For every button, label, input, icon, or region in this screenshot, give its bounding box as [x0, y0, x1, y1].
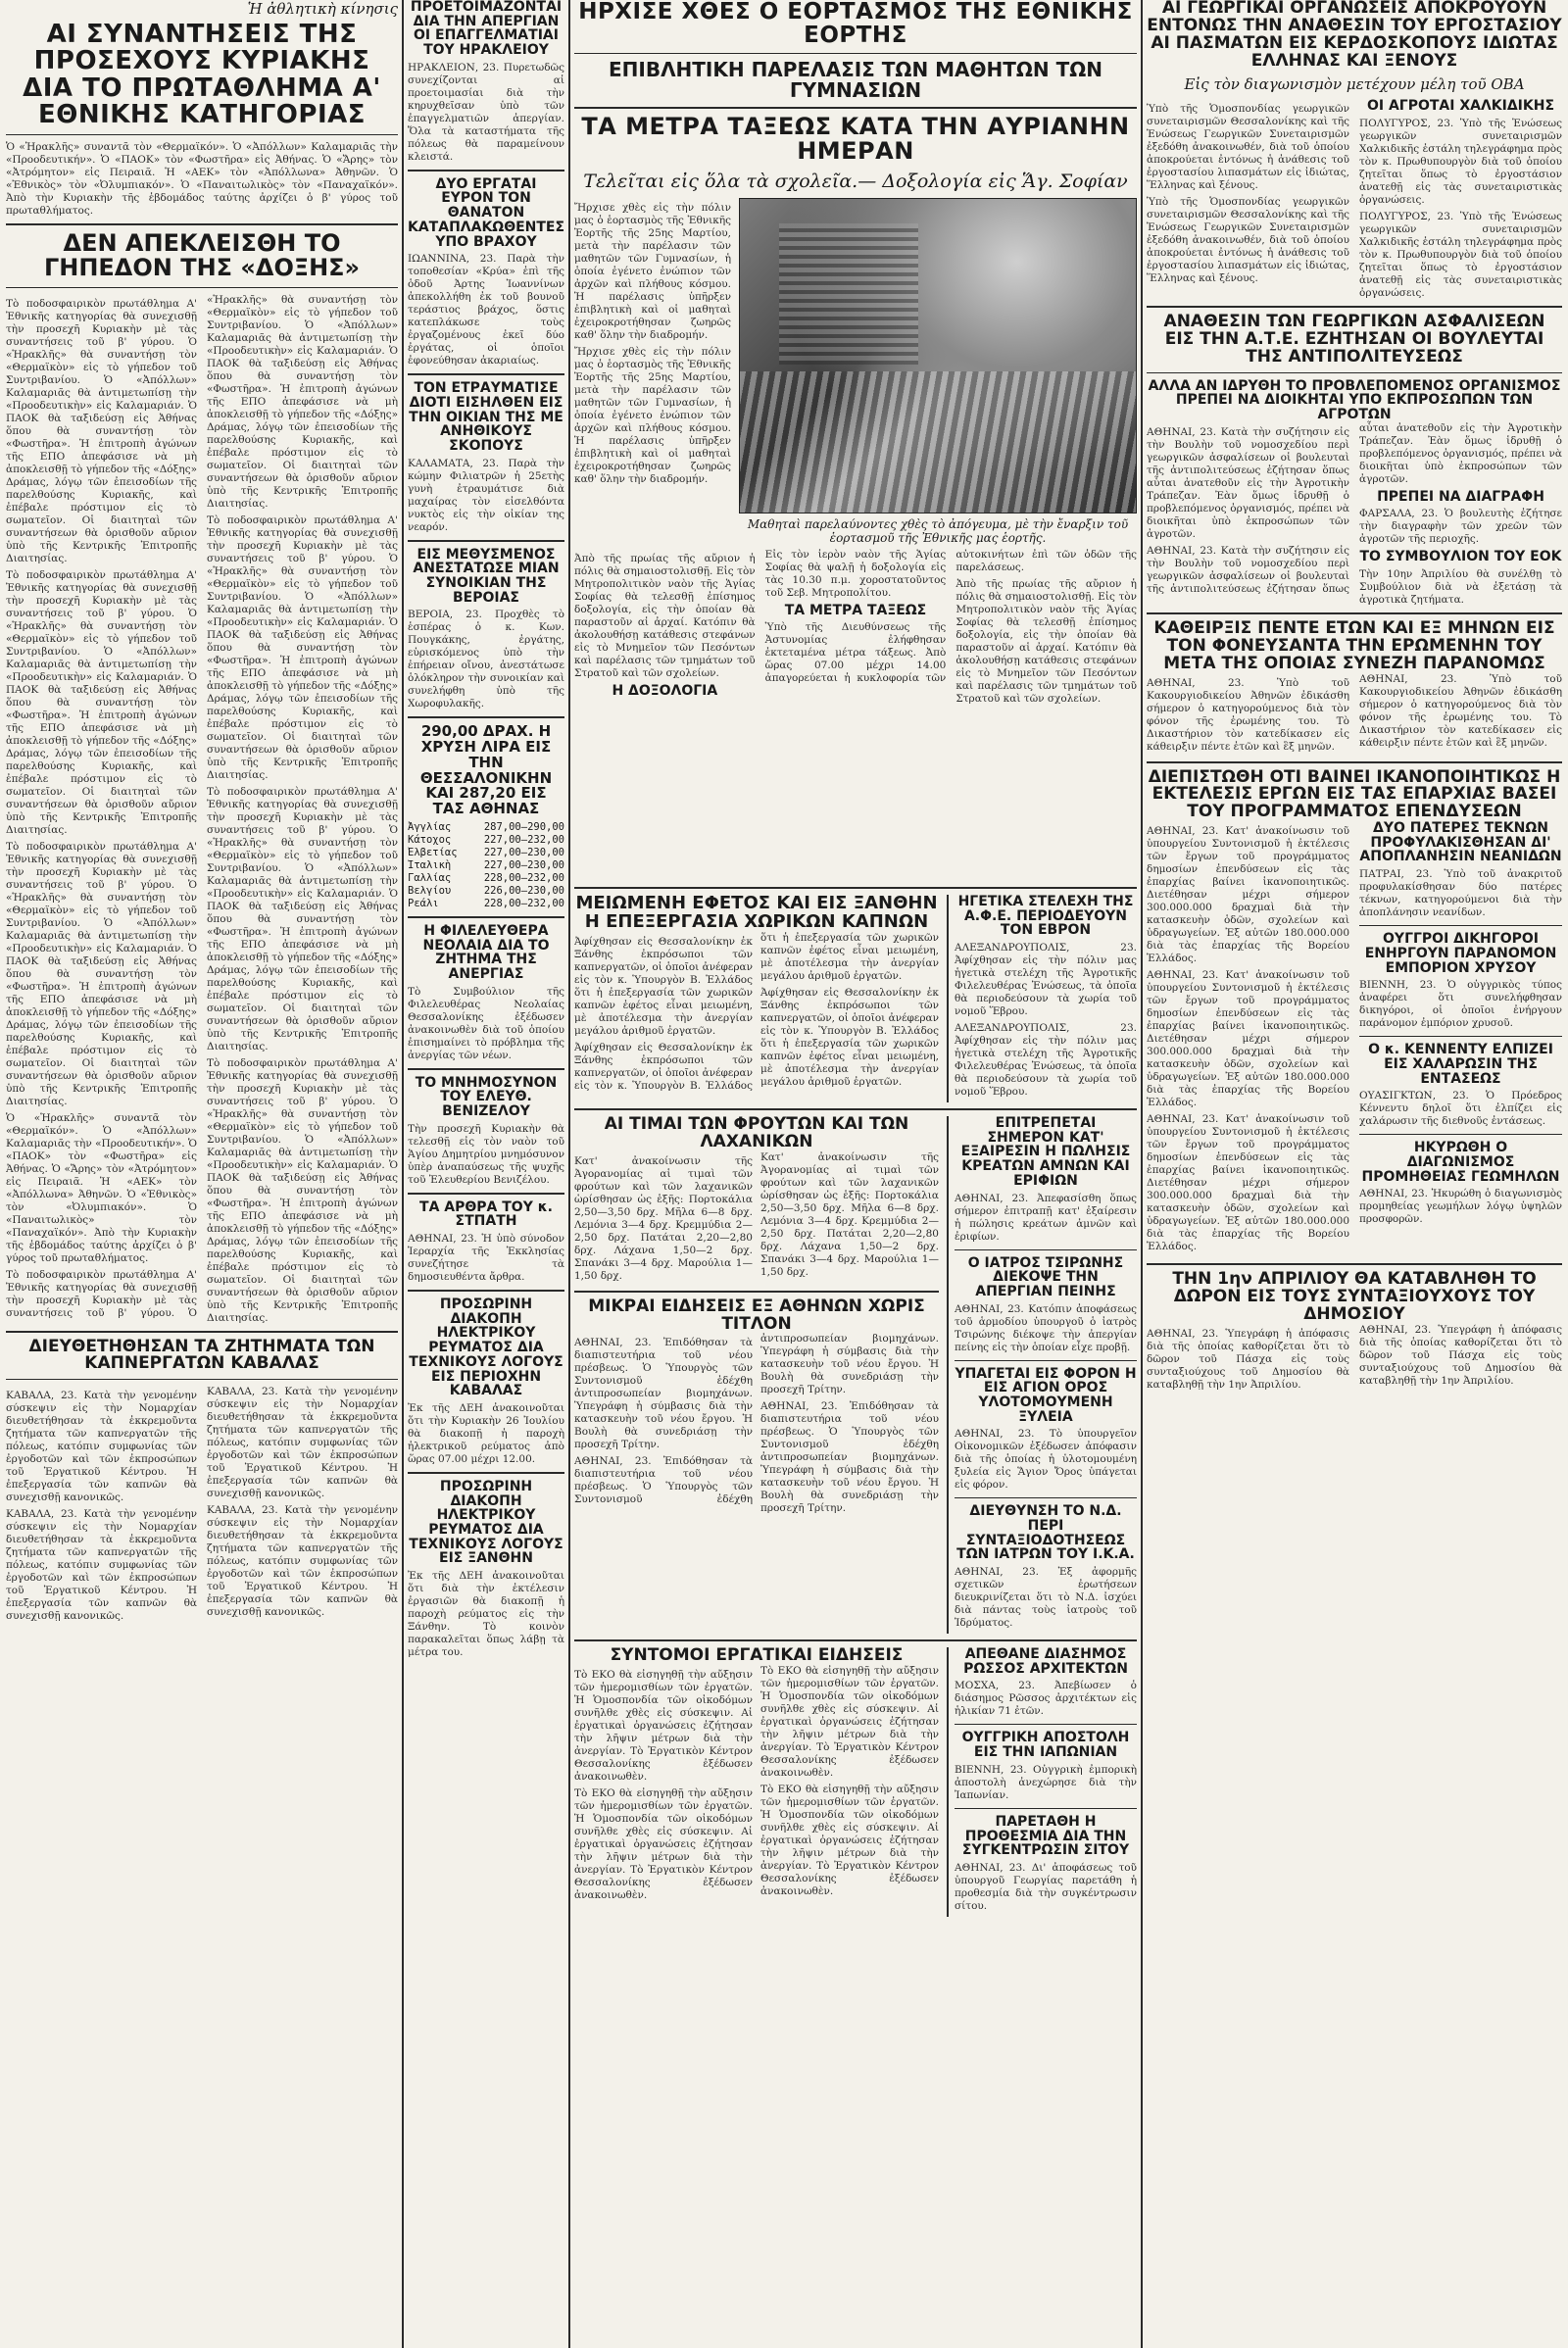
- hungarian-mission-headline: ΟΥΓΓΡΙΚΗ ΑΠΟΣΤΟΛΗ ΕΙΣ ΤΗΝ ΙΑΠΩΝΙΑΝ: [961, 1730, 1130, 1761]
- divider: [1147, 612, 1562, 614]
- labour-news-block: [574, 1647, 939, 1917]
- pension-body: ΑΘΗΝΑΙ, 23. Ὑπεγράφη ἡ ἀπόφασις διὰ τῆς ὁποίας καθορίζεται ὅτι τὸ δῶρον τοῦ Πάσχα εἰς τοὺς συνταξιούχους τοῦ Δημοσίου θὰ καταβληθῇ τὴν 1ην Ἀπριλίου.: [1147, 1327, 1349, 1391]
- news-column-2: [408, 0, 564, 2348]
- lamb-sales-headline: ΕΠΙΤΡΕΠΕΤΑΙ ΣΗΜΕΡΟΝ ΚΑΤ' ΕΞΑΙΡΕΣΙΝ Η ΠΩΛΗΣΙΣ ΚΡΕΑΤΩΝ ΑΜΝΩΝ ΚΑΙ ΕΡΙΦΙΩΝ: [960, 1115, 1131, 1189]
- athens-briefs-columns: [574, 1333, 939, 1515]
- gold-price-table: [408, 821, 564, 910]
- kavala-headline: ΔΙΕΥΘΕΤΗΘΗΣΑΝ ΤΑ ΖΗΤΗΜΑΤΑ ΤΩΝ ΚΑΠΝΕΡΓΑΤΩΝ ΚΑΒΑΛΑΣ: [28, 1336, 375, 1374]
- murder-body: ΑΘΗΝΑΙ, 23. Ὑπὸ τοῦ Κακουργιοδικείου Ἀθηνῶν ἐδικάσθη σήμερον ὁ κατηγορούμενος διὰ τὸν φόνον τῆς ἐρωμένης του. Τὸ Δικαστήριον τὸν κατεδίκασεν εἰς κάθειρξιν πέντε ἐτῶν καὶ ἓξ μηνῶν.: [1147, 676, 1349, 753]
- order-measures-headline: ΤΑ ΜΕΤΡΑ ΤΑΞΕΩΣ ΚΑΤΑ ΤΗΝ ΑΥΡΙΑΝΗΝ ΗΜΕΡΑΝ: [581, 113, 1130, 166]
- labour-news-body-repeat-3: Τὸ ΕΚΟ θὰ εἰσηγηθῇ τὴν αὔξησιν τῶν ἡμερομισθίων τῶν ἐργατῶν. Ἡ Ὁμοσπονδία τῶν οἰκοδόμων συνῆλθε χθὲς εἰς σύσκεψιν. Αἱ ἐργατικαὶ ὀργανώσεις ἐζήτησαν τὴν λῆψιν μέτρων διὰ τὴν ἀνεργίαν. Τὸ Ἐργατικὸν Κέντρον Θεσσαλονίκης ἐξέδωσεν ἀνακοινωθὲν.: [760, 1783, 939, 1897]
- prices-columns: [574, 1151, 939, 1285]
- power-cut-xanthi-body: Ἐκ τῆς ΔΕΗ ἀνακοινοῦται ὅτι διὰ τὴν ἐκτέλεσιν ἐργασιῶν θὰ διακοπῇ ἡ παροχὴ ρεύματος εἰς τὴν Ξάνθην. Τὸ κοινὸν παρακαλεῖται ὅπως λάβῃ τὰ μέτρα του.: [408, 1570, 564, 1658]
- divider: [955, 1497, 1137, 1498]
- middle-lower-block: [574, 887, 1137, 2348]
- sports-body: Τὸ ποδοσφαιρικὸν πρωτάθλημα Α' Ἐθνικῆς κατηγορίας θὰ συνεχισθῇ τὴν προσεχῆ Κυριακὴν μὲ τὰς συναντήσεις τοῦ β' γύρου. Ὁ «Ἡρακλῆς» θὰ συναντήσῃ τὸν «Θερμαϊκὸν» εἰς τὸ γήπεδον τοῦ Συντριβανίου. Ὁ «Ἀπόλλων» Καλαμαριᾶς θὰ ἀντιμετωπίσῃ τὴν «Προοδευτικὴν» εἰς Καλαμαριάν. Ὁ ΠΑΟΚ θὰ ταξιδεύσῃ εἰς Ἀθήνας ὅπου θὰ συναντήσῃ τὸν «Φωστῆρα». Ἡ ἐπιτροπὴ ἀγώνων τῆς ΕΠΟ ἀπεφάσισε νὰ μὴ ἀποκλεισθῇ τὸ γήπεδον τῆς «Δόξης» Δράμας, λόγῳ τῶν ἐπεισοδίων τῆς παρελθούσης Κυριακῆς, καὶ ἐπέβαλε πρόστιμον εἰς τὸ σωματεῖον. Οἱ διαιτηταὶ τῶν συναντήσεων θὰ ὁρισθοῦν αὔριον ὑπὸ τῆς Κεντρικῆς Ἐπιτροπῆς Διαιτησίας.: [6, 297, 197, 564]
- afe-headline: ΗΓΕΤΙΚΑ ΣΤΕΛΕΧΗ ΤΗΣ Α.Φ.Ε. ΠΕΡΙΟΔΕΥΟΥΝ ΤΟΝ ΕΒΡΟΝ: [957, 894, 1134, 939]
- architect-died-headline: ΑΠΕΘΑΝΕ ΔΙΑΣΗΜΟΣ ΡΩΣΣΟΣ ΑΡΧΙΤΕΚΤΩΝ: [963, 1646, 1128, 1677]
- gold-coin-price: 228,00—232,00: [483, 871, 564, 884]
- gold-coin-price: 227,00—232,00: [483, 833, 564, 846]
- gold-coin-name: Βελγίου: [408, 884, 452, 897]
- investment-content: [1147, 821, 1562, 1257]
- divider: [574, 53, 1137, 54]
- divider: [408, 916, 564, 918]
- produce-prices-body-repeat: Κατ' ἀνακοίνωσιν τῆς Ἀγορανομίας αἱ τιμαὶ τῶν φρούτων καὶ τῶν λαχανικῶν ὡρίσθησαν ὡς ἑξῆς: Πορτοκάλια 2,50—3,50 δρχ. Μῆλα 6—8 δρχ. Λεμόνια 3—4 δρχ. Κρεμμύδια 2—2,50 δρχ. Πατάται 2,20—2,80 δρχ. Λάχανα 1,50—2 δρχ. Σπανάκι 3—4 δρχ. Μαρούλια 1—1,50 δρχ.: [760, 1150, 939, 1278]
- feature-body: Ἀπὸ τῆς πρωίας τῆς αὔριον ἡ πόλις θὰ σημαιοστολισθῇ. Εἰς τὸν Μητροπολιτικὸν ναὸν τῆς Ἁγίας Σοφίας θὰ τελεσθῇ ἐπίσημος δοξολογία, εἰς τὴν ὁποίαν θὰ παραστοῦν αἱ ἀρχαί. Κατόπιν θὰ ἀκολουθήσῃ κατάθεσις στεφάνων εἰς τὸ Μνημεῖον τῶν Πεσόντων καὶ παρέλασις τῶν τμημάτων τοῦ Στρατοῦ καὶ τῶν σχολείων.: [574, 552, 756, 679]
- council-body: Τὴν 10ην Ἀπριλίου θὰ συνέλθῃ τὸ Συμβούλιον διὰ νὰ ἐξετάσῃ τὰ ἀγροτικὰ ζητήματα.: [1359, 568, 1562, 607]
- labour-news-headline: ΣΥΝΤΟΜΟΙ ΕΡΓΑΤΙΚΑΙ ΕΙΔΗΣΕΙΣ: [610, 1645, 904, 1666]
- sports-body-repeat-5: Τὸ ποδοσφαιρικὸν πρωτάθλημα Α' Ἐθνικῆς κατηγορίας θὰ συνεχισθῇ τὴν προσεχῆ Κυριακὴν μὲ τὰς συναντήσεις τοῦ β' γύρου. Ὁ «Ἡρακλῆς» θὰ συναντήσῃ τὸν «Θερμαϊκὸν» εἰς τὸ γήπεδον τοῦ Συντριβανίου. Ὁ «Ἀπόλλων» Καλαμαριᾶς θὰ ἀντιμετωπίσῃ τὴν «Προοδευτικὴν» εἰς Καλαμαριάν. Ὁ ΠΑΟΚ θὰ ταξιδεύσῃ εἰς Ἀθήνας ὅπου θὰ συναντήσῃ τὸν «Φωστῆρα». Ἡ ἐπιτροπὴ ἀγώνων τῆς ΕΠΟ ἀπεφάσισε νὰ μὴ ἀποκλεισθῇ τὸ γήπεδον τῆς «Δόξης» Δράμας, λόγῳ τῶν ἐπεισοδίων τῆς παρελθούσης Κυριακῆς, καὶ ἐπέβαλε πρόστιμον εἰς τὸ σωματεῖον. Οἱ διαιτηταὶ τῶν συναντήσεων θὰ ὁρισθοῦν αὔριον ὑπὸ τῆς Κεντρικῆς Ἐπιτροπῆς Διαιτησίας.: [207, 785, 398, 1052]
- write-off-headline: ΠΡΕΠΕΙ ΝΑ ΔΙΑΓΡΑΦΗ: [1377, 488, 1544, 505]
- gold-trade-headline: ΟΥΓΓΡΟΙ ΔΙΚΗΓΟΡΟΙ ΕΝΗΡΓΟΥΝ ΠΑΡΑΝΟΜΟΝ ΕΜΠΟΡΙΟΝ ΧΡΥΣΟΥ: [1364, 931, 1557, 976]
- insurance-body: ΑΘΗΝΑΙ, 23. Κατὰ τὴν συζήτησιν εἰς τὴν Βουλὴν τοῦ νομοσχεδίου περὶ γεωργικῶν ἀσφαλίσεων οἱ βουλευταὶ τῆς ἀντιπολιτεύσεως ἐζήτησαν ὅπως αὗται ἀνατεθοῦν εἰς τὴν Ἀγροτικὴν Τράπεζαν. Ἐὰν ὅμως ἱδρυθῇ ὁ προβλεπόμενος ὀργανισμός, πρέπει νὰ διοικῆται ὑπὸ ἐκπροσώπων τῶν ἀγροτῶν.: [1147, 425, 1349, 540]
- parade-headline: ΕΠΙΒΛΗΤΙΚΗ ΠΑΡΕΛΑΣΙΣ ΤΩΝ ΜΑΘΗΤΩΝ ΤΩΝ ΓΥΜΝΑΣΙΩΝ: [608, 58, 1102, 103]
- athens-briefs-body-repeat-2: ΑΘΗΝΑΙ, 23. Ἐπιδόθησαν τὰ διαπιστευτήρια τοῦ νέου πρέσβεως. Ὁ Ὑπουργὸς τῶν Συντονισμοῦ ἐδέχθη ἀντιπροσωπείαν βιομηχάνων. Ὑπεγράφη ἡ σύμβασις διὰ τὴν κατασκευὴν τοῦ νέου ἔργου. Ἡ Βουλὴ θὰ συνεδριάσῃ τὴν προσεχῆ Τρίτην.: [760, 1400, 939, 1515]
- produce-prices-headline: ΑΙ ΤΙΜΑΙ ΤΩΝ ΦΡΟΥΤΩΝ ΚΑΙ ΤΩΝ ΛΑΧΑΝΙΚΩΝ: [604, 1114, 909, 1151]
- feature-block: [574, 0, 1137, 882]
- drunk-man-body: ΒΕΡΟΙΑ, 23. Προχθὲς τὸ ἑσπέρας ὁ κ. Κων. Πουγκάκης, ἐργάτης, εὑρισκόμενος ὑπὸ τὴν ἐπήρειαν οἴνου, ἀνεστάτωσε ὁλόκληρον τὴν συνοικίαν καὶ συνελήφθη ὑπὸ τῆς Χωροφυλακῆς.: [408, 609, 564, 710]
- divider: [408, 373, 564, 375]
- gold-coin-name: Γαλλίας: [408, 871, 452, 884]
- gold-coin-name: Ἑλβετίας: [408, 846, 458, 858]
- drunk-man-headline: ΕΙΣ ΜΕΘΥΣΜΕΝΟΣ ΑΝΕΣΤΑΤΩΣΕ ΜΙΑΝ ΣΥΝΟΙΚΙΑΝ ΤΗΣ ΒΕΡΟΙΑΣ: [413, 546, 560, 606]
- parade-photo: [739, 198, 1137, 514]
- memorial-headline: ΤΟ ΜΝΗΜΟΣΥΝΟΝ ΤΟΥ ΕΛΕΥΘ. ΒΕΝΙΖΕΛΟΥ: [415, 1074, 558, 1119]
- divider: [6, 287, 398, 288]
- chalkidiki-body-repeat: ΠΟΛΥΓΥΡΟΣ, 23. Ὑπὸ τῆς Ἑνώσεως γεωργικῶν συνεταιρισμῶν Χαλκιδικῆς ἐστάλη τηλεγράφημα πρὸς τὸν κ. Πρωθυπουργὸν διὰ τοῦ ὁποίου ζητεῖται ὅπως τὸ ἐργοστάσιον ἀνατεθῇ εἰς τὰς συνεταιριστικὰς ὀργανώσεις.: [1359, 211, 1562, 300]
- doxology-headline: Η ΔΟΞΟΛΟΓΙΑ: [612, 682, 718, 699]
- sports-body-repeat: Τὸ ποδοσφαιρικὸν πρωτάθλημα Α' Ἐθνικῆς κατηγορίας θὰ συνεχισθῇ τὴν προσεχῆ Κυριακὴν μὲ τὰς συναντήσεις τοῦ β' γύρου. Ὁ «Ἡρακλῆς» θὰ συναντήσῃ τὸν «Θερμαϊκὸν» εἰς τὸ γήπεδον τοῦ Συντριβανίου. Ὁ «Ἀπόλλων» Καλαμαριᾶς θὰ ἀντιμετωπίσῃ τὴν «Προοδευτικὴν» εἰς Καλαμαριάν. Ὁ ΠΑΟΚ θὰ ταξιδεύσῃ εἰς Ἀθήνας ὅπου θὰ συναντήσῃ τὸν «Φωστῆρα». Ἡ ἐπιτροπὴ ἀγώνων τῆς ΕΠΟ ἀπεφάσισε νὰ μὴ ἀποκλεισθῇ τὸ γήπεδον τῆς «Δόξης» Δράμας, λόγῳ τῶν ἐπεισοδίων τῆς παρελθούσης Κυριακῆς, καὶ ἐπέβαλε πρόστιμον εἰς τὸ σωματεῖον. Οἱ διαιτηταὶ τῶν συναντήσεων θὰ ὁρισθοῦν αὔριον ὑπὸ τῆς Κεντρικῆς Ἐπιτροπῆς Διαιτησίας.: [6, 568, 197, 836]
- right-briefs-column: [1359, 821, 1562, 1257]
- divider: [1359, 1036, 1562, 1037]
- power-cut-kavala-headline: ΠΡΟΣΩΡΙΝΗ ΔΙΑΚΟΠΗ ΗΛΕΚΤΡΙΚΟΥ ΡΕΥΜΑΤΟΣ ΔΙΑ ΤΕΧΝΙΚΟΥΣ ΛΟΓΟΥΣ ΕΙΣ ΠΕΡΙΟΧΗΝ ΚΑΒΑΛΑΣ: [409, 1296, 564, 1399]
- gold-trade-body: ΒΙΕΝΝΗ, 23. Ὁ οὐγγρικὸς τύπος ἀναφέρει ὅτι συνελήφθησαν δικηγόροι, οἱ ὁποῖοι ἐνήργουν παράνομον ἐμπόριον χρυσοῦ.: [1359, 979, 1562, 1030]
- insurance-subheadline: ΑΛΛΑ ΑΝ ΙΔΡΥΘΗ ΤΟ ΠΡΟΒΛΕΠΟΜΕΝΟΣ ΟΡΓΑΝΙΣΜΟΣ ΠΡΕΠΕΙ ΝΑ ΔΙΟΙΚΗΤΑΙ ΥΠΟ ΕΚΠΡΟΣΩΠΩΝ ΤΩΝ ΑΓΡΟΤΩΝ: [1148, 377, 1561, 422]
- wheat-deadline-headline: ΠΑΡΕΤΑΘΗ Η ΠΡΟΘΕΣΜΙΑ ΔΙΑ ΤΗΝ ΣΥΓΚΕΝΤΡΩΣΙΝ ΣΙΤΟΥ: [961, 1813, 1130, 1859]
- divider: [574, 1291, 939, 1293]
- kennedy-headline: Ο κ. ΚΕΝΝΕΝΤΥ ΕΛΠΙΖΕΙ ΕΙΣ ΧΑΛΑΡΩΣΙΝ ΤΗΣ ΕΝΤΑΣΕΩΣ: [1368, 1042, 1553, 1087]
- heraklion-strike-body: ΗΡΑΚΛΕΙΟΝ, 23. Πυρετωδῶς συνεχίζονται αἱ προετοιμασίαι διὰ τὴν κηρυχθεῖσαν ὑπὸ τῶν ἐπαγγελματιῶν ἀπεργίαν. Ὅλα τὰ καταστήματα τῆς πόλεως θὰ παραμείνουν κλειστά.: [408, 61, 564, 163]
- agriculture-block: [1147, 0, 1562, 2348]
- gold-coin-name: Κάτοχος: [408, 833, 452, 846]
- sports-lead: Ὁ «Ἡρακλῆς» συναντᾶ τὸν «Θερμαϊκόν». Ὁ «Ἀπόλλων» Καλαμαριᾶς τὴν «Προοδευτικήν». Ὁ «ΠΑΟΚ» τὸν «Φωστῆρα» εἰς Ἀθήνας. Ὁ «Ἄρης» τὸν «Ἀτρόμητον» εἰς Πειραιᾶ. Ἡ «ΑΕΚ» τὸν «Ἀπόλλωνα» Ἀθηνῶν. Ὁ «Ἐθνικὸς» τὸν «Ὀλυμπιακόν». Ὁ «Παναιτωλικὸς» τὸν «Παναχαϊκόν». Ἀπὸ τὴν Κυριακὴν τῆς ἑβδομάδος ταύτης ἀρχίζει ὁ β' γύρος τοῦ πρωταθλήματος.: [6, 141, 398, 218]
- kennedy-body: ΟΥΑΣΙΓΚΤΩΝ, 23. Ὁ Πρόεδρος Κέννεντυ δηλοῖ ὅτι ἐλπίζει εἰς χαλάρωσιν τῆς διεθνοῦς ἐντάσεως.: [1359, 1090, 1562, 1128]
- fertilizer-body: Ὑπὸ τῆς Ὁμοσπονδίας γεωργικῶν συνεταιρισμῶν Θεσσαλονίκης καὶ τῆς Ἑνώσεως Γεωργικῶν Συνεταιρισμῶν ἐξεδόθη ἀνακοινωθέν, διὰ τοῦ ὁποίου ἀποκρούεται ἐντόνως ἡ ἀνάθεσις τοῦ ἐργοστασίου λιπασμάτων εἰς ἰδιώτας, Ἕλληνας καὶ ξένους.: [1147, 103, 1349, 192]
- gold-price-row: [408, 821, 564, 834]
- timber-tax-body: ΑΘΗΝΑΙ, 23. Τὸ ὑπουργεῖον Οἰκονομικῶν ἐξέδωσεν ἀπόφασιν διὰ τῆς ὁποίας ἡ ὑλοτομουμένη ξυλεία εἰς Ἅγιον Ὄρος ὑπάγεται εἰς φόρον.: [955, 1428, 1137, 1492]
- divider: [6, 1331, 398, 1333]
- fertilizer-body-repeat: Ὑπὸ τῆς Ὁμοσπονδίας γεωργικῶν συνεταιρισμῶν Θεσσαλονίκης καὶ τῆς Ἑνώσεως Γεωργικῶν Συνεταιρισμῶν ἐξεδόθη ἀνακοινωθέν, διὰ τοῦ ὁποίου ἀποκρούεται ἐντόνως ἡ ἀνάθεσις τοῦ ἐργοστασίου λιπασμάτων εἰς ἰδιώτας, Ἕλληνας καὶ ξένους.: [1147, 196, 1349, 285]
- hungarian-mission-body: ΒΙΕΝΝΗ, 23. Οὐγγρικὴ ἐμπορικὴ ἀποστολὴ ἀνεχώρησε διὰ τὴν Ἰαπωνίαν.: [955, 1763, 1137, 1801]
- potato-tender-headline: ΗΚΥΡΩΘΗ Ο ΔΙΑΓΩΝΙΣΜΟΣ ΠΡΟΜΗΘΕΙΑΣ ΓΕΩΜΗΛΩΝ: [1361, 1140, 1560, 1185]
- feature-body-columns: [574, 549, 1137, 706]
- order-measures-body: Ὑπὸ τῆς Διευθύνσεως τῆς Ἀστυνομίας ἐλήφθησαν ἐκτεταμένα μέτρα τάξεως. Ἀπὸ ὥρας 07.00 μέχρι 14.00 ἀπαγορεύεται ἡ κυκλοφορία τῶν αὐτοκινήτων ἐπὶ τῶν ὁδῶν τῆς παρελάσεως.: [764, 548, 1137, 685]
- hunger-strike-headline: Ο ΙΑΤΡΟΣ ΤΣΙΡΩΝΗΣ ΔΙΕΚΟΨΕ ΤΗΝ ΑΠΕΡΓΙΑΝ ΠΕΙΝΗΣ: [967, 1254, 1124, 1299]
- middle-row-2: [574, 1116, 1137, 1634]
- feature-photo-column: [739, 198, 1137, 549]
- divider: [1147, 372, 1562, 373]
- column-rule: [568, 0, 570, 2348]
- feature-lead-repeat: Ἤρχισε χθὲς εἰς τὴν πόλιν μας ὁ ἑορτασμὸς τῆς Ἐθνικῆς Ἑορτῆς τῆς 25ης Μαρτίου, μετὰ τὴν παρέλασιν τῶν μαθητῶν τῶν Γυμνασίων, ἡ ὁποία ἐγένετο ἐνώπιον τῶν ἀρχῶν καὶ πλήθους κόσμου. Ἡ παρέλασις ὑπῆρξεν ἐπιβλητικὴ καὶ οἱ μαθηταὶ ἐχειροκροτήθησαν ζωηρῶς καθ' ὅλην τὴν διαδρομήν.: [574, 345, 731, 485]
- divider: [408, 1472, 564, 1474]
- divider: [955, 1360, 1137, 1361]
- doxology-body: Εἰς τὸν ἱερὸν ναὸν τῆς Ἁγίας Σοφίας θὰ ψαλῇ ἡ δοξολογία εἰς τὰς 10.30 π.μ. χοροστατοῦντος τοῦ Σεβ. Μητροπολίτου.: [764, 548, 947, 599]
- murder-body-repeat: ΑΘΗΝΑΙ, 23. Ὑπὸ τοῦ Κακουργιοδικείου Ἀθηνῶν ἐδικάσθη σήμερον ὁ κατηγορούμενος διὰ τὸν φόνον τῆς ἐρωμένης του. Τὸ Δικαστήριον τὸν κατεδίκασεν εἰς κάθειρξιν πέντε ἐτῶν καὶ ἓξ μηνῶν.: [1359, 672, 1562, 749]
- divider: [408, 170, 564, 171]
- gold-price-headline: 290,00 ΔΡΑΧ. Η ΧΡΥΣΗ ΛΙΡΑ ΕΙΣ ΤΗΝ ΘΕΣΣΑΛΟΝΙΚΗΝ ΚΑΙ 287,20 ΕΙΣ ΤΑΣ ΑΘΗΝΑΣ: [419, 722, 553, 818]
- divider: [1359, 1134, 1562, 1135]
- power-cut-xanthi-headline: ΠΡΟΣΩΡΙΝΗ ΔΙΑΚΟΠΗ ΗΛΕΚΤΡΙΚΟΥ ΡΕΥΜΑΤΟΣ ΔΙΑ ΤΕΧΝΙΚΟΥΣ ΛΟΓΟΥΣ ΕΙΣ ΞΑΝΘΗΝ: [409, 1478, 564, 1567]
- divider: [574, 887, 1137, 889]
- middle-top-row: [574, 895, 1137, 1102]
- investment-body-repeat: ΑΘΗΝΑΙ, 23. Κατ' ἀνακοίνωσιν τοῦ ὑπουργείου Συντονισμοῦ ἡ ἐκτέλεσις τῶν ἔργων τοῦ προγράμματος δημοσίων ἐπενδύσεων εἰς τὰς ἐπαρχίας βαίνει ἱκανοποιητικῶς. Διετέθησαν μέχρι σήμερον 300.000.000 δραχμαὶ διὰ τὴν κατασκευὴν ὁδῶν, σχολείων καὶ ὑδραγωγείων. Ἐξ αὐτῶν 180.000.000 διὰ τὰς ἐπαρχίας τῆς Βορείου Ἑλλάδος.: [1147, 969, 1349, 1109]
- council-headline: ΤΟ ΣΥΜΒΟΥΛΙΟΝ ΤΟΥ ΕΟΚ: [1359, 549, 1562, 565]
- fertilizer-subheadline: Εἰς τὸν διαγωνισμὸν μετέχουν μέλη τοῦ ΟΒΑ: [1184, 75, 1525, 94]
- afe-block: [947, 895, 1137, 1102]
- sports-headline: ΑΙ ΣΥΝΑΝΤΗΣΕΙΣ ΤΗΣ ΠΡΟΣΕΧΟΥΣ ΚΥΡΙΑΚΗΣ ΔΙΑ ΤΟ ΠΡΩΤΑΘΛΗΜΑ Α' ΕΘΝΙΚΗΣ ΚΑΤΗΓΟΡΙΑΣ: [23, 20, 381, 129]
- divider: [1147, 306, 1562, 308]
- liberal-youth-headline: Η ΦΙΛΕΛΕΥΘΕΡΑ ΝΕΟΛΑΙΑ ΔΙΑ ΤΟ ΖΗΤΗΜΑ ΤΗΣ ΑΝΕΡΓΙΑΣ: [422, 922, 550, 982]
- feature-lead: Ἤρχισε χθὲς εἰς τὴν πόλιν μας ὁ ἑορτασμὸς τῆς Ἐθνικῆς Ἑορτῆς τῆς 25ης Μαρτίου, μετὰ τὴν παρέλασιν τῶν μαθητῶν τῶν Γυμνασίων, ἡ ὁποία ἐγένετο ἐνώπιον τῶν ἀρχῶν καὶ πλήθους κόσμου. Ἡ παρέλασις ὑπῆρξεν ἐπιβλητικὴ καὶ οἱ μαθηταὶ ἐχειροκροτήθησαν ζωηρῶς καθ' ὅλην τὴν διαδρομήν.: [574, 201, 731, 341]
- fathers-arrested-body: ΠΑΤΡΑΙ, 23. Ὑπὸ τοῦ ἀνακριτοῦ προφυλακίσθησαν δύο πατέρες τέκνων, κατηγορούμενοι διὰ τὴν ἀποπλάνησιν νεανίδων.: [1359, 868, 1562, 919]
- labour-news-body: Τὸ ΕΚΟ θὰ εἰσηγηθῇ τὴν αὔξησιν τῶν ἡμερομισθίων τῶν ἐργατῶν. Ἡ Ὁμοσπονδία τῶν οἰκοδόμων συνῆλθε χθὲς εἰς σύσκεψιν. Αἱ ἐργατικαὶ ὀργανώσεις ἐζήτησαν τὴν λῆψιν μέτρων διὰ τὴν ἀνεργίαν. Τὸ Ἐργατικὸν Κέντρον Θεσσαλονίκης ἐξέδωσεν ἀνακοινωθὲν.: [574, 1668, 753, 1783]
- labour-news-body-repeat: Τὸ ΕΚΟ θὰ εἰσηγηθῇ τὴν αὔξησιν τῶν ἡμερομισθίων τῶν ἐργατῶν. Ἡ Ὁμοσπονδία τῶν οἰκοδόμων συνῆλθε χθὲς εἰς σύσκεψιν. Αἱ ἐργατικαὶ ὀργανώσεις ἐζήτησαν τὴν λῆψιν μέτρων διὰ τὴν ἀνεργίαν. Τὸ Ἐργατικὸν Κέντρον Θεσσαλονίκης ἐξέδωσεν ἀνακοινωθὲν.: [574, 1786, 753, 1901]
- tobacco-headline: ΜΕΙΩΜΕΝΗ ΕΦΕΤΟΣ ΚΑΙ ΕΙΣ ΞΑΝΘΗΝ Η ΕΠΕΞΕΡΓΑΣΙΑ ΧΩΡΙΚΩΝ ΚΑΠΝΩΝ: [575, 893, 938, 932]
- hunger-strike-body: ΑΘΗΝΑΙ, 23. Κατόπιν ἀποφάσεως τοῦ ἁρμοδίου ὑπουργοῦ ὁ ἰατρὸς Τσιρώνης διέκοψε τὴν ἀπεργίαν πείνης εἰς τὴν ὁποίαν εἶχε προβῇ.: [955, 1302, 1137, 1353]
- investment-column: [1147, 821, 1349, 1257]
- gold-price-row: [408, 834, 564, 847]
- gold-coin-name: Ἀγγλίας: [408, 820, 452, 833]
- potato-tender-body: ΑΘΗΝΑΙ, 23. Ἠκυρώθη ὁ διαγωνισμὸς προμηθείας γεωμήλων λόγῳ ὑψηλῶν προσφορῶν.: [1359, 1188, 1562, 1226]
- divider: [574, 1108, 1137, 1110]
- divider: [955, 1249, 1137, 1250]
- order-measures-subheadline: ΤΑ ΜΕΤΡΑ ΤΑΞΕΩΣ: [784, 602, 927, 618]
- gold-coin-price: 287,00—290,00: [483, 820, 564, 833]
- gold-coin-name: Ἰταλικὴ: [408, 858, 452, 871]
- pension-body-repeat: ΑΘΗΝΑΙ, 23. Ὑπεγράφη ἡ ἀπόφασις διὰ τῆς ὁποίας καθορίζεται ὅτι τὸ δῶρον τοῦ Πάσχα εἰς τοὺς συνταξιούχους τοῦ Δημοσίου θὰ καταβληθῇ τὴν 1ην Ἀπριλίου.: [1359, 1323, 1562, 1387]
- timber-tax-headline: ΥΠΑΓΕΤΑΙ ΕΙΣ ΦΟΡΟΝ Η ΕΙΣ ΑΓΙΟΝ ΟΡΟΣ ΥΛΟΤΟΜΟΥΜΕΝΗ ΞΥΛΕΙΑ: [955, 1365, 1137, 1425]
- sports-body-columns: [6, 294, 398, 1325]
- divider: [6, 134, 398, 135]
- gold-price-row: [408, 898, 564, 910]
- prices-block: [574, 1116, 939, 1634]
- memorial-body: Τὴν προσεχῆ Κυριακὴν θὰ τελεσθῇ εἰς τὸν ναὸν τοῦ Ἁγίου Δημητρίου μνημόσυνον ὑπὲρ ἀναπαύσεως τῆς ψυχῆς τοῦ Ἐλευθερίου Βενιζέλου.: [408, 1122, 564, 1186]
- divider: [574, 1639, 1137, 1641]
- afe-body-repeat: ΑΛΕΞΑΝΔΡΟΥΠΟΛΙΣ, 23. Ἀφίχθησαν εἰς τὴν πόλιν μας ἡγετικὰ στελέχη τῆς Ἀγροτικῆς Φιλελευθέρας Ἑνώσεως, τὰ ὁποῖα θὰ περιοδεύσουν τὰ χωρία τοῦ νομοῦ Ἕβρου.: [955, 1022, 1137, 1099]
- divider: [955, 1724, 1137, 1725]
- divider: [6, 1379, 398, 1380]
- stabbing-body: ΚΑΛΑΜΑΤΑ, 23. Παρὰ τὴν κώμην Φιλιατρῶν ἡ 25ετὴς γυνὴ ἐτραυμάτισε διὰ μαχαίρας τὸν εἰσελθόντα νυκτὸς εἰς τὴν οἰκίαν της νεαρόν.: [408, 457, 564, 533]
- ika-doctors-headline: ΔΙΕΥΘΥΝΣΗ ΤΟ Ν.Δ. ΠΕΡΙ ΣΥΝΤΑΞΙΟΔΟΤΗΣΕΩΣ ΤΩΝ ΙΑΤΡΩΝ ΤΟΥ Ι.Κ.Α.: [956, 1503, 1135, 1563]
- insurance-columns: [1147, 422, 1562, 607]
- sports-kicker: Ἡ ἀθλητικὴ κίνησις: [247, 0, 398, 18]
- divider: [408, 716, 564, 718]
- pension-bonus-headline: ΤΗΝ 1ην ΑΠΡΙΛΙΟΥ ΘΑ ΚΑΤΑΒΛΗΘΗ ΤΟ ΔΩΡΟΝ ΕΙΣ ΤΟΥΣ ΣΥΝΤΑΞΙΟΥΧΟΥΣ ΤΟΥ ΔΗΜΟΣΙΟΥ: [1172, 1269, 1537, 1324]
- kavala-body-repeat-2: ΚΑΒΑΛΑ, 23. Κατὰ τὴν γενομένην σύσκεψιν εἰς τὴν Νομαρχίαν διευθετήθησαν τὰ ἐκκρεμοῦντα ζητήματα τῶν καπνεργατῶν τῆς πόλεως, κατόπιν συμφωνίας τῶν ἐργοδοτῶν καὶ τῶν ἐκπροσώπων τοῦ Ἐργατικοῦ Κέντρου. Ἡ ἐπεξεργασία τῶν καπνῶν θὰ συνεχισθῇ κανονικῶς.: [207, 1386, 398, 1500]
- divider: [574, 107, 1137, 109]
- sports-body-repeat-6: Τὸ ποδοσφαιρικὸν πρωτάθλημα Α' Ἐθνικῆς κατηγορίας θὰ συνεχισθῇ τὴν προσεχῆ Κυριακὴν μὲ τὰς συναντήσεις τοῦ β' γύρου. Ὁ «Ἡρακλῆς» θὰ συναντήσῃ τὸν «Θερμαϊκὸν» εἰς τὸ γήπεδον τοῦ Συντριβανίου. Ὁ «Ἀπόλλων» Καλαμαριᾶς θὰ ἀντιμετωπίσῃ τὴν «Προοδευτικὴν» εἰς Καλαμαριάν. Ὁ ΠΑΟΚ θὰ ταξιδεύσῃ εἰς Ἀθήνας ὅπου θὰ συναντήσῃ τὸν «Φωστῆρα». Ἡ ἐπιτροπὴ ἀγώνων τῆς ΕΠΟ ἀπεφάσισε νὰ μὴ ἀποκλεισθῇ τὸ γήπεδον τῆς «Δόξης» Δράμας, λόγῳ τῶν ἐπεισοδίων τῆς παρελθούσης Κυριακῆς, καὶ ἐπέβαλε πρόστιμον εἰς τὸ σωματεῖον. Οἱ διαιτηταὶ τῶν συναντήσεων θὰ ὁρισθοῦν αὔριον ὑπὸ τῆς Κεντρικῆς Ἐπιτροπῆς Διαιτησίας.: [207, 1056, 398, 1324]
- tobacco-body-repeat: Ἀφίχθησαν εἰς Θεσσαλονίκην ἐκ Ξάνθης ἐκπρόσωποι τῶν καπνεργατῶν, οἱ ὁποῖοι ἀνέφεραν εἰς τὸν κ. Ὑπουργὸν Β. Ἑλλάδος ὅτι ἡ ἐπεξεργασία τῶν χωρικῶν καπνῶν ἐφέτος εἶναι μειωμένη, μὲ ἀποτέλεσμα τὴν ἀνεργίαν μεγάλου ἀριθμοῦ ἐργατῶν.: [574, 931, 939, 1092]
- feature-body-repeat: Ἀπὸ τῆς πρωίας τῆς αὔριον ἡ πόλις θὰ σημαιοστολισθῇ. Εἰς τὸν Μητροπολιτικὸν ναὸν τῆς Ἁγίας Σοφίας θὰ τελεσθῇ ἐπίσημος δοξολογία, εἰς τὴν ὁποίαν θὰ παραστοῦν αἱ ἀρχαί. Κατόπιν θὰ ἀκολουθήσῃ κατάθεσις στεφάνων εἰς τὸ Μνημεῖον τῶν Πεσόντων καὶ παρέλασις τῶν τμημάτων τοῦ Στρατοῦ καὶ τῶν σχολείων.: [956, 577, 1137, 705]
- investment-headline: ΔΙΕΠΙΣΤΩΘΗ ΟΤΙ ΒΑΙΝΕΙ ΙΚΑΝΟΠΟΙΗΤΙΚΩΣ Η ΕΚΤΕΛΕΣΙΣ ΕΡΓΩΝ ΕΙΣ ΤΑΣ ΕΠΑΡΧΙΑΣ ΒΑΣΕΙ ΤΟΥ ΠΡΟΓΡΑΜΜΑΤΟΣ ΕΠΕΝΔΥΣΕΩΝ: [1148, 766, 1561, 822]
- athens-briefs-body-repeat: ΑΘΗΝΑΙ, 23. Ἐπιδόθησαν τὰ διαπιστευτήρια τοῦ νέου πρέσβεως. Ὁ Ὑπουργὸς τῶν Συντονισμοῦ ἐδέχθη ἀντιπροσωπείαν βιομηχάνων. Ὑπεγράφη ἡ σύμβασις διὰ τὴν κατασκευὴν τοῦ νέου ἔργου. Ἡ Βουλὴ θὰ συνεδριάσῃ τὴν προσεχῆ Τρίτην.: [574, 1333, 939, 1506]
- afe-body: ΑΛΕΞΑΝΔΡΟΥΠΟΛΙΣ, 23. Ἀφίχθησαν εἰς τὴν πόλιν μας ἡγετικὰ στελέχη τῆς Ἀγροτικῆς Φιλελευθέρας Ἑνώσεως, τὰ ὁποῖα θὰ περιοδεύσουν τὰ χωρία τοῦ νομοῦ Ἕβρου.: [955, 942, 1137, 1018]
- gold-price-row: [408, 847, 564, 859]
- tobacco-body: Ἀφίχθησαν εἰς Θεσσαλονίκην ἐκ Ξάνθης ἐκπρόσωποι τῶν καπνεργατῶν, οἱ ὁποῖοι ἀνέφεραν εἰς τὸν κ. Ὑπουργὸν Β. Ἑλλάδος ὅτι ἡ ἐπεξεργασία τῶν χωρικῶν καπνῶν ἐφέτος εἶναι μειωμένη, μὲ ἀποτέλεσμα τὴν ἀνεργίαν μεγάλου ἀριθμοῦ ἐργατῶν.: [574, 935, 753, 1037]
- feature-content: [574, 198, 1137, 549]
- investment-body: ΑΘΗΝΑΙ, 23. Κατ' ἀνακοίνωσιν τοῦ ὑπουργείου Συντονισμοῦ ἡ ἐκτέλεσις τῶν ἔργων τοῦ προγράμματος δημοσίων ἐπενδύσεων εἰς τὰς ἐπαρχίας βαίνει ἱκανοποιητικῶς. Διετέθησαν μέχρι σήμερον 300.000.000 δραχμαὶ διὰ τὴν κατασκευὴν ὁδῶν, σχολείων καὶ ὑδραγωγείων. Ἐξ αὐτῶν 180.000.000 διὰ τὰς ἐπαρχίας τῆς Βορείου Ἑλλάδος.: [1147, 825, 1349, 965]
- kavala-body: ΚΑΒΑΛΑ, 23. Κατὰ τὴν γενομένην σύσκεψιν εἰς τὴν Νομαρχίαν διευθετήθησαν τὰ ἐκκρεμοῦντα ζητήματα τῶν καπνεργατῶν τῆς πόλεως, κατόπιν συμφωνίας τῶν ἐργοδοτῶν καὶ τῶν ἐκπροσώπων τοῦ Ἐργατικοῦ Κέντρου. Ἡ ἐπεξεργασία τῶν καπνῶν θὰ συνεχισθῇ κανονικῶς.: [6, 1390, 197, 1504]
- liberal-youth-body: Τὸ Συμβούλιον τῆς Φιλελευθέρας Νεολαίας Θεσσαλονίκης ἐξέδωσεν ἀνακοινωθὲν διὰ τοῦ ὁποίου ἐπισημαίνει τὸ πρόβλημα τῆς ἀνεργίας τῶν νέων.: [408, 985, 564, 1061]
- divider: [955, 1808, 1137, 1809]
- divider: [1147, 761, 1562, 763]
- sports-body-repeat-3: Τὸ ποδοσφαιρικὸν πρωτάθλημα Α' Ἐθνικῆς κατηγορίας θὰ συνεχισθῇ τὴν προσεχῆ Κυριακὴν μὲ τὰς συναντήσεις τοῦ β' γύρου. Ὁ «Ἡρακλῆς» θὰ συναντήσῃ τὸν «Θερμαϊκὸν» εἰς τὸ γήπεδον τοῦ Συντριβανίου. Ὁ «Ἀπόλλων» Καλαμαριᾶς θὰ ἀντιμετωπίσῃ τὴν «Προοδευτικὴν» εἰς Καλαμαριάν. Ὁ ΠΑΟΚ θὰ ταξιδεύσῃ εἰς Ἀθήνας ὅπου θὰ συναντήσῃ τὸν «Φωστῆρα». Ἡ ἐπιτροπὴ ἀγώνων τῆς ΕΠΟ ἀπεφάσισε νὰ μὴ ἀποκλεισθῇ τὸ γήπεδον τῆς «Δόξης» Δράμας, λόγῳ τῶν ἐπεισοδίων τῆς παρελθούσης Κυριακῆς, καὶ ἐπέβαλε πρόστιμον εἰς τὸ σωματεῖον. Οἱ διαιτηταὶ τῶν συναντήσεων θὰ ὁρισθοῦν αὔριον ὑπὸ τῆς Κεντρικῆς Ἐπιτροπῆς Διαιτησίας.: [6, 293, 398, 1319]
- workers-killed-headline: ΔΥΟ ΕΡΓΑΤΑΙ ΕΥΡΟΝ ΤΟΝ ΘΑΝΑΤΟΝ ΚΑΤΑΠΛΑΚΩΘΕΝΤΕΣ ΥΠΟ ΒΡΑΧΟΥ: [408, 175, 564, 250]
- workers-killed-body: ΙΩΑΝΝΙΝΑ, 23. Παρὰ τὴν τοποθεσίαν «Κρύα» ἐπὶ τῆς ὁδοῦ Ἀρτης Ἰωαννίνων ἀπεκολλήθη ἐκ τοῦ βουνοῦ τεράστιος βράχος, ὅστις κατεπλάκωσε τοὺς ἐργαζομένους ἐκεῖ δύο ἐργάτας, οἱ ὁποῖοι ἐφονεύθησαν ἀκαριαίως.: [408, 253, 564, 367]
- kavala-columns: [6, 1386, 398, 1625]
- fertilizer-factory-headline: ΑΙ ΓΕΩΡΓΙΚΑΙ ΟΡΓΑΝΩΣΕΙΣ ΑΠΟΚΡΟΥΟΥΝ ΕΝΤΟΝΩΣ ΤΗΝ ΑΝΑΘΕΣΙΝ ΤΟΥ ΕΡΓΟΣΤΑΣΙΟΥ ΑΙ ΠΑΣΜΑΤΩΝ ΕΙΣ ΚΕΡΔΟΣΚΟΠΟΥΣ ΙΔΙΩΤΑΣ ΕΛΛΗΝΑΣ ΚΑΙ ΞΕΝΟΥΣ: [1147, 0, 1562, 71]
- sports-headline-2: ΔΕΝ ΑΠΕΚΛΕΙΣΘΗ ΤΟ ΓΗΠΕΔΟΝ ΤΗΣ «ΔΟΞΗΣ»: [43, 229, 361, 282]
- gold-price-row: [408, 885, 564, 898]
- divider: [1147, 1263, 1562, 1265]
- sports-body-repeat-2: Τὸ ποδοσφαιρικὸν πρωτάθλημα Α' Ἐθνικῆς κατηγορίας θὰ συνεχισθῇ τὴν προσεχῆ Κυριακὴν μὲ τὰς συναντήσεις τοῦ β' γύρου. Ὁ «Ἡρακλῆς» θὰ συναντήσῃ τὸν «Θερμαϊκὸν» εἰς τὸ γήπεδον τοῦ Συντριβανίου. Ὁ «Ἀπόλλων» Καλαμαριᾶς θὰ ἀντιμετωπίσῃ τὴν «Προοδευτικὴν» εἰς Καλαμαριάν. Ὁ ΠΑΟΚ θὰ ταξιδεύσῃ εἰς Ἀθήνας ὅπου θὰ συναντήσῃ τὸν «Φωστῆρα». Ἡ ἐπιτροπὴ ἀγώνων τῆς ΕΠΟ ἀπεφάσισε νὰ μὴ ἀποκλεισθῇ τὸ γήπεδον τῆς «Δόξης» Δράμας, λόγῳ τῶν ἐπεισοδίων τῆς παρελθούσης Κυριακῆς, καὶ ἐπέβαλε πρόστιμον εἰς τὸ σωματεῖον. Οἱ διαιτηταὶ τῶν συναντήσεων θὰ ὁρισθοῦν αὔριον ὑπὸ τῆς Κεντρικῆς Ἐπιτροπῆς Διαιτησίας.: [6, 840, 197, 1107]
- stabbing-headline: ΤΟΝ ΕΤΡΑΥΜΑΤΙΣΕ ΔΙΟΤΙ ΕΙΣΗΛΘΕΝ ΕΙΣ ΤΗΝ ΟΙΚΙΑΝ ΤΗΣ ΜΕ ΑΝΗΘΙΚΟΥΣ ΣΚΟΠΟΥΣ: [409, 380, 564, 454]
- parade-photo-caption: Μαθηταὶ παρελαύνοντες χθὲς τὸ ἀπόγευμα, μὲ τὴν ἔναρξιν τοῦ ἑορτασμοῦ τῆς Ἐθνικῆς μας ἑορτῆς.: [747, 516, 1129, 545]
- labour-news-columns: [574, 1665, 939, 1904]
- gold-coin-price: 226,00—230,00: [483, 884, 564, 897]
- national-holiday-headline: ΗΡΧΙΣΕ ΧΘΕΣ Ο ΕΟΡΤΑΣΜΟΣ ΤΗΣ ΕΘΝΙΚΗΣ ΕΟΡΤΗΣ: [578, 0, 1133, 49]
- pension-columns: [1147, 1324, 1562, 1394]
- labour-news-body-repeat-2: Τὸ ΕΚΟ θὰ εἰσηγηθῇ τὴν αὔξησιν τῶν ἡμερομισθίων τῶν ἐργατῶν. Ἡ Ὁμοσπονδία τῶν οἰκοδόμων συνῆλθε χθὲς εἰς σύσκεψιν. Αἱ ἐργατικαὶ ὀργανώσεις ἐζήτησαν τὴν λῆψιν μέτρων διὰ τὴν ἀνεργίαν. Τὸ Ἐργατικὸν Κέντρον Θεσσαλονίκης ἐξέδωσεν ἀνακοινωθὲν.: [760, 1664, 939, 1779]
- articles-headline: ΤΑ ΑΡΘΡΑ ΤΟΥ κ. ΣΤΠΑΤΗ: [419, 1198, 553, 1230]
- architect-died-body: ΜΟΣΧΑ, 23. Ἀπεβίωσεν ὁ διάσημος Ρῶσσος ἀρχιτέκτων εἰς ἡλικίαν 71 ἐτῶν.: [955, 1680, 1137, 1718]
- murder-columns: [1147, 673, 1562, 756]
- murder-sentence-headline: ΚΑΘΕΙΡΞΙΣ ΠΕΝΤΕ ΕΤΩΝ ΚΑΙ ΕΞ ΜΗΝΩΝ ΕΙΣ ΤΟΝ ΦΟΝΕΥΣΑΝΤΑ ΤΗΝ ΕΡΩΜΕΝΗΝ ΤΟΥ ΜΕΤΑ ΤΗΣ ΟΠΟΙΑΣ ΣΥΝΕΖΗ ΠΑΡΑΝΟΜΩΣ: [1153, 618, 1555, 673]
- divider: [1359, 925, 1562, 926]
- sports-lead-repeat: Ὁ «Ἡρακλῆς» συναντᾶ τὸν «Θερμαϊκόν». Ὁ «Ἀπόλλων» Καλαμαριᾶς τὴν «Προοδευτικήν». Ὁ «ΠΑΟΚ» τὸν «Φωστῆρα» εἰς Ἀθήνας. Ὁ «Ἄρης» τὸν «Ἀτρόμητον» εἰς Πειραιᾶ. Ἡ «ΑΕΚ» τὸν «Ἀπόλλωνα» Ἀθηνῶν. Ὁ «Ἐθνικὸς» τὸν «Ὀλυμπιακόν». Ὁ «Παναιτωλικὸς» τὸν «Παναχαϊκόν». Ἀπὸ τὴν Κυριακὴν τῆς ἑβδομάδος ταύτης ἀρχίζει ὁ β' γύρος τοῦ πρωταθλήματος.: [6, 1111, 197, 1264]
- feature-lead-column: [574, 198, 731, 549]
- athens-briefs-body: ΑΘΗΝΑΙ, 23. Ἐπιδόθησαν τὰ διαπιστευτήρια τοῦ νέου πρέσβεως. Ὁ Ὑπουργὸς τῶν Συντονισμοῦ ἐδέχθη ἀντιπροσωπείαν βιομηχάνων. Ὑπεγράφη ἡ σύμβασις διὰ τὴν κατασκευὴν τοῦ νέου ἔργου. Ἡ Βουλὴ θὰ συνεδριάσῃ τὴν προσεχῆ Τρίτην.: [574, 1337, 753, 1451]
- sports-column: [6, 0, 398, 2348]
- tobacco-columns: [574, 932, 939, 1093]
- chalkidiki-headline: ΟΙ ΑΓΡΟΤΑΙ ΧΑΛΚΙΔΙΚΗΣ: [1366, 98, 1555, 115]
- gold-coin-name: Ρεάλι: [408, 897, 439, 909]
- write-off-body: ΦΑΡΣΑΛΑ, 23. Ὁ βουλευτὴς ἐζήτησε τὴν διαγραφὴν τῶν χρεῶν τῶν ἀγροτῶν τῆς περιοχῆς.: [1359, 508, 1562, 546]
- gold-coin-price: 227,00—230,00: [483, 858, 564, 871]
- heraklion-strike-headline: ΠΡΟΕΤΟΙΜΑΖΟΝΤΑΙ ΔΙΑ ΤΗΝ ΑΠΕΡΓΙΑΝ ΟΙ ΕΠΑΓΓΕΛΜΑΤΙΑΙ ΤΟΥ ΗΡΑΚΛΕΙΟΥ: [410, 0, 563, 59]
- insurance-body-repeat: ΑΘΗΝΑΙ, 23. Κατὰ τὴν συζήτησιν εἰς τὴν Βουλὴν τοῦ νομοσχεδίου περὶ γεωργικῶν ἀσφαλίσεων οἱ βουλευταὶ τῆς ἀντιπολιτεύσεως ἐζήτησαν ὅπως αὗται ἀνατεθοῦν εἰς τὴν Ἀγροτικὴν Τράπεζαν. Ἐὰν ὅμως ἱδρυθῇ ὁ προβλεπόμενος ὀργανισμός, πρέπει νὰ διοικῆται ὑπὸ ἐκπροσώπων τῶν ἀγροτῶν.: [1147, 421, 1562, 595]
- divider: [408, 1193, 564, 1195]
- foreign-briefs-column: [947, 1647, 1137, 1917]
- gold-coin-price: 228,00—232,00: [483, 897, 564, 909]
- column-rule: [402, 0, 404, 2348]
- chalkidiki-body: ΠΟΛΥΓΥΡΟΣ, 23. Ὑπὸ τῆς Ἑνώσεως γεωργικῶν συνεταιρισμῶν Χαλκιδικῆς ἐστάλη τηλεγράφημα πρὸς τὸν κ. Πρωθυπουργὸν διὰ τοῦ ὁποίου ζητεῖται ὅπως τὸ ἐργοστάσιον ἀνατεθῇ εἰς τὰς συνεταιριστικὰς ὀργανώσεις.: [1359, 118, 1562, 207]
- insurance-headline: ΑΝΑΘΕΣΙΝ ΤΩΝ ΓΕΩΡΓΙΚΩΝ ΑΣΦΑΛΙΣΕΩΝ ΕΙΣ ΤΗΝ Α.Τ.Ε. ΕΖΗΤΗΣΑΝ ΟΙ ΒΟΥΛΕΥΤΑΙ ΤΗΣ ΑΝΤΙΠΟΛΙΤΕΥΣΕΩΣ: [1163, 312, 1545, 367]
- fertilizer-columns: [1147, 99, 1562, 300]
- lamb-sales-body: ΑΘΗΝΑΙ, 23. Ἀπεφασίσθη ὅπως σήμερον ἐπιτραπῇ κατ' ἐξαίρεσιν ἡ πώλησις κρεάτων ἀμνῶν καὶ ἐριφίων.: [955, 1192, 1137, 1243]
- divider: [408, 1290, 564, 1292]
- produce-prices-body: Κατ' ἀνακοίνωσιν τῆς Ἀγορανομίας αἱ τιμαὶ τῶν φρούτων καὶ τῶν λαχανικῶν ὡρίσθησαν ὡς ἑξῆς: Πορτοκάλια 2,50—3,50 δρχ. Μῆλα 6—8 δρχ. Λεμόνια 3—4 δρχ. Κρεμμύδια 2—2,50 δρχ. Πατάται 2,20—2,80 δρχ. Λάχανα 1,50—2 δρχ. Σπανάκι 3—4 δρχ. Μαρούλια 1—1,50 δρχ.: [574, 1154, 753, 1282]
- power-cut-kavala-body: Ἐκ τῆς ΔΕΗ ἀνακοινοῦται ὅτι τὴν Κυριακὴν 26 Ἰουλίου θὰ διακοπῇ ἡ παροχὴ ἠλεκτρικοῦ ρεύματος ἀπὸ ὥρας 07.00 μέχρι 12.00.: [408, 1401, 564, 1465]
- divider: [408, 540, 564, 542]
- tobacco-body-repeat-2: Ἀφίχθησαν εἰς Θεσσαλονίκην ἐκ Ξάνθης ἐκπρόσωποι τῶν καπνεργατῶν, οἱ ὁποῖοι ἀνέφεραν εἰς τὸν κ. Ὑπουργὸν Β. Ἑλλάδος ὅτι ἡ ἐπεξεργασία τῶν χωρικῶν καπνῶν ἐφέτος εἶναι μειωμένη, μὲ ἀποτέλεσμα τὴν ἀνεργίαν μεγάλου ἀριθμοῦ ἐργατῶν.: [760, 986, 939, 1088]
- investment-body-repeat-2: ΑΘΗΝΑΙ, 23. Κατ' ἀνακοίνωσιν τοῦ ὑπουργείου Συντονισμοῦ ἡ ἐκτέλεσις τῶν ἔργων τοῦ προγράμματος δημοσίων ἐπενδύσεων εἰς τὰς ἐπαρχίας βαίνει ἱκανοποιητικῶς. Διετέθησαν μέχρι σήμερον 300.000.000 δραχμαὶ διὰ τὴν κατασκευὴν ὁδῶν, σχολείων καὶ ὑδραγωγείων. Ἐξ αὐτῶν 180.000.000 διὰ τὰς ἐπαρχίας τῆς Βορείου Ἑλλάδος.: [1147, 1113, 1349, 1253]
- gold-price-row: [408, 872, 564, 885]
- wheat-deadline-body: ΑΘΗΝΑΙ, 23. Δι' ἀποφάσεως τοῦ ὑπουργοῦ Γεωργίας παρετάθη ἡ προθεσμία διὰ τὴν συγκέντρωσιν σίτου.: [955, 1861, 1137, 1912]
- fathers-arrested-headline: ΔΥΟ ΠΑΤΕΡΕΣ ΤΕΚΝΩΝ ΠΡΟΦΥΛΑΚΙΣΘΗΣΑΝ ΔΙ' ΑΠΟΠΛΑΝΗΣΙΝ ΝΕΑΝΙΔΩΝ: [1359, 820, 1562, 865]
- sports-body-repeat-4: Τὸ ποδοσφαιρικὸν πρωτάθλημα Α' Ἐθνικῆς κατηγορίας θὰ συνεχισθῇ τὴν προσεχῆ Κυριακὴν μὲ τὰς συναντήσεις τοῦ β' γύρου. Ὁ «Ἡρακλῆς» θὰ συναντήσῃ τὸν «Θερμαϊκὸν» εἰς τὸ γήπεδον τοῦ Συντριβανίου. Ὁ «Ἀπόλλων» Καλαμαριᾶς θὰ ἀντιμετωπίσῃ τὴν «Προοδευτικὴν» εἰς Καλαμαριάν. Ὁ ΠΑΟΚ θὰ ταξιδεύσῃ εἰς Ἀθήνας ὅπου θὰ συναντήσῃ τὸν «Φωστῆρα». Ἡ ἐπιτροπὴ ἀγώνων τῆς ΕΠΟ ἀπεφάσισε νὰ μὴ ἀποκλεισθῇ τὸ γήπεδον τῆς «Δόξης» Δράμας, λόγῳ τῶν ἐπεισοδίων τῆς παρελθούσης Κυριακῆς, καὶ ἐπέβαλε πρόστιμον εἰς τὸ σωματεῖον. Οἱ διαιτηταὶ τῶν συναντήσεων θὰ ὁρισθοῦν αὔριον ὑπὸ τῆς Κεντρικῆς Ἐπιτροπῆς Διαιτησίας.: [207, 514, 398, 781]
- gold-coin-price: 227,00—230,00: [483, 846, 564, 858]
- middle-row-3: [574, 1647, 1137, 1917]
- articles-body: ΑΘΗΝΑΙ, 23. Ἡ ὑπὸ σύνοδον Ἱεραρχία τῆς Ἐκκλησίας συνεζήτησε τὰ δημοσιευθέντα ἄρθρα.: [408, 1233, 564, 1284]
- tobacco-block: [574, 895, 939, 1102]
- ika-doctors-body: ΑΘΗΝΑΙ, 23. Ἐξ ἀφορμῆς σχετικῶν ἐρωτήσεων διευκρινίζεται ὅτι τὸ Ν.Δ. ἰσχύει διὰ πάντας τοὺς ἰατροὺς τοῦ Ἱδρύματος.: [955, 1566, 1137, 1630]
- middle-briefs-column: [947, 1116, 1137, 1634]
- gold-price-row: [408, 859, 564, 872]
- feature-subheadline: Τελεῖται εἰς ὅλα τὰ σχολεῖα.— Δοξολογία εἰς Ἅγ. Σοφίαν: [583, 170, 1128, 192]
- athens-briefs-headline: ΜΙΚΡΑΙ ΕΙΔΗΣΕΙΣ ΕΞ ΑΘΗΝΩΝ ΧΩΡΙΣ ΤΙΤΛΟΝ: [588, 1296, 925, 1334]
- kavala-body-repeat-3: ΚΑΒΑΛΑ, 23. Κατὰ τὴν γενομένην σύσκεψιν εἰς τὴν Νομαρχίαν διευθετήθησαν τὰ ἐκκρεμοῦντα ζητήματα τῶν καπνεργατῶν τῆς πόλεως, κατόπιν συμφωνίας τῶν ἐργοδοτῶν καὶ τῶν ἐκπροσώπων τοῦ Ἐργατικοῦ Κέντρου. Ἡ ἐπεξεργασία τῶν καπνῶν θὰ συνεχισθῇ κανονικῶς.: [207, 1504, 398, 1619]
- column-rule: [1141, 0, 1143, 2348]
- kavala-body-repeat: ΚΑΒΑΛΑ, 23. Κατὰ τὴν γενομένην σύσκεψιν εἰς τὴν Νομαρχίαν διευθετήθησαν τὰ ἐκκρεμοῦντα ζητήματα τῶν καπνεργατῶν τῆς πόλεως, κατόπιν συμφωνίας τῶν ἐργοδοτῶν καὶ τῶν ἐκπροσώπων τοῦ Ἐργατικοῦ Κέντρου. Ἡ ἐπεξεργασία τῶν καπνῶν θὰ συνεχισθῇ κανονικῶς.: [6, 1508, 197, 1623]
- divider: [6, 223, 398, 225]
- divider: [408, 1068, 564, 1070]
